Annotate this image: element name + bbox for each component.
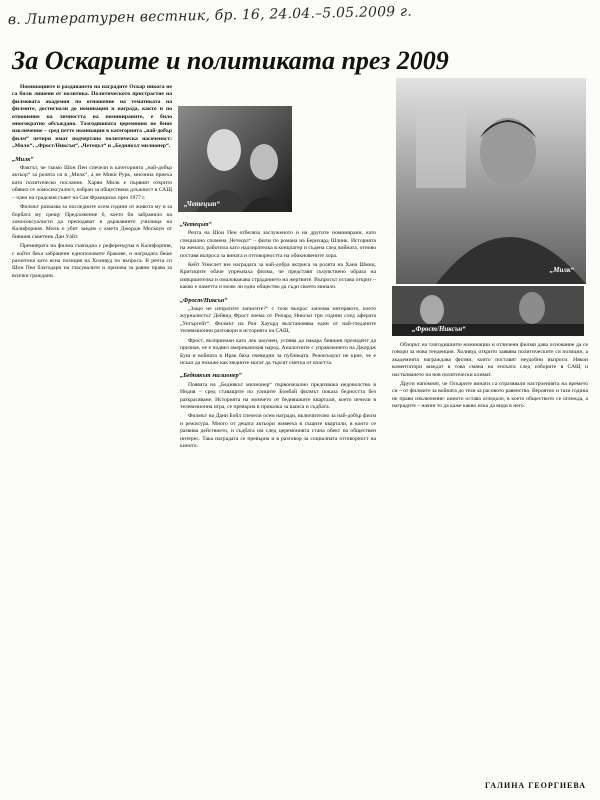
- paragraph: Обзорът на тазгодишните номинации и отличени филми дава основание да се говори за нова тенденция. Холивуд открито заявява политическите си позиции, а академията награждава филми, които поставят неудобни въпроси. Някои коментатори виждат в това смяна на епохата след изборите в САЩ и настъпването на нов политически климат.: [392, 342, 588, 378]
- paragraph: Фактът, че тъкмо Шон Пен спечели в категорията „най-добър актьор“ за ролята си в „Милк“, а не Мики Рурк, мнозина приеха като политическо послание. Харви Милк е първият открито обявил се хомосексуалист, избран за обществена длъжност в САЩ – член на градския съвет на Сан Франциско през 1977 г.: [12, 165, 172, 201]
- paragraph: Фрост, възприеман като лек шоумен, успява да накара бившия президент да признае, че е подвел американския народ. Аналогиите с управлението на Джордж Буш и войната в Ирак бяха очевидни за публиката. Режисьорът не крие, че е искал да покаже как медиите могат да търсят сметка от властта.: [180, 337, 376, 366]
- column-2: [180, 216, 376, 790]
- milk-image: [396, 78, 586, 284]
- column-3: [392, 342, 588, 762]
- photo-reader: [178, 106, 292, 212]
- paragraph: „Защо не изпратите записите?“ с този въпрос започва интервюто, което журналистът Дейвид Фрост взема от Ричард Никсън три години след аферата „Уотъргейт“. Филмът на Рон Хауърд възстановява един от най-гледаните телевизионни разговори в историята на САЩ.: [180, 306, 376, 335]
- photo-milk: [396, 78, 586, 284]
- paragraph: Филмът разказва за последните осем години от живота му и за борбата му срещу Предложение 6, което би забранило на хомосексуалисти да преподават в държавните училища на Калифорния. Милк е убит заедно с кмета Джордж Москоун от бившия съветник Дан Уайт.: [12, 204, 172, 240]
- section-heading-slumdog: „Беднякът милионер“: [180, 372, 242, 380]
- section-heading-frost-nixon: „Фрост/Никсън“: [180, 296, 228, 304]
- reader-image: [178, 106, 292, 212]
- article-title: За Оскарите и политиката през 2009: [12, 46, 449, 75]
- caption-milk: „Милк“: [549, 266, 574, 274]
- handwritten-note: в. Литературен вестник, бр. 16, 24.04.–5.05.2009 г.: [7, 3, 413, 29]
- section-heading-milk: „Милк“: [12, 155, 34, 163]
- paragraph: Кейт Уинслет взе наградата за най-добра актриса за ролята на Хана Шмиц. Критиците обаче упрекнаха филма, че представя съчувствено образа на извършителка и омаловажава страданието на жертвите. Въпросът остава открит – какво е паметта и може ли едно общество да съди своето минало.: [180, 262, 376, 291]
- column-1: [12, 84, 172, 790]
- author-signature: ГАЛИНА ГЕОРГИЕВА: [485, 781, 586, 790]
- paragraph: Други напомнят, че Оскарите винаги са отразявали настроенията на времето си – от филмите за войната до тези за расовото равенство. Вероятно и тази година не прави изключение: киното остава огледало, в което обществото се оглежда, а наградите – начин то да каже какво иска да види в него.: [392, 381, 588, 410]
- paragraph: Филмът на Дани Бойл спечели осем награди, включително за най-добър филм и режисура. Много от децата актьори живееха в същите квартали, в които се развива действието, и съдбата им след церемонията стана обект на обществен интерес. Така наградата се превърна и в разговор за социалната отговорност на киното.: [180, 413, 376, 449]
- photo-frost-nixon: [392, 286, 584, 336]
- paragraph: Появата на „Беднякът милионер“ първоначално предизвика недоволство в Индия – сред ставащите по улиците Бомбай филмът показа бедността без разкрасяване. Историята на момчето от бедняшките квартали, което печели в телевизионна игра, се превърна в приказка за шанса и съдбата.: [180, 381, 376, 410]
- caption-reader: „Четецът“: [184, 200, 220, 208]
- intro-paragraph: Номинациите и раздаването на наградите Оскар никога не са били лишени от политика. Политическото пристрастие на филмовата академия по отношение на тематиката на филмите, достигнали до номинация и награда, както и по отношение на личността на номинираните, е било многократно обсъждано. Тазгодишната церемония не беше изключение – сред петте номинации в категорията „най-добър филм“ четири имат подчертано политическа насоченост: „Милк“, „Фрост/Никсън“, „Четецът“ и „Беднякът милионер“.: [12, 84, 172, 150]
- paragraph: Речта на Шон Пен отбеляза заслуженото и на другите номинирани, като специално спомена „Четецът“ – филм по романа на Бернхард Шлинк. Историята на жената, работила като надзирателка в концлагер и съдена след войната, отново поставя въпроса за вината и отговорността на обикновените хора.: [180, 230, 376, 259]
- section-heading-reader: „Четецът“: [180, 221, 212, 228]
- caption-frost-nixon: „Фрост/Никсън“: [412, 325, 466, 333]
- paragraph: Премиерата на филма съвпадна с референдума в Калифорния, с който бяха забранени еднополовите бракове, и наградата беше разчетена като ясна позиция на Холивуд по въпроса. В речта си Шон Пен благодари на гласувалите и призова за равни права за всички граждани.: [12, 243, 172, 279]
